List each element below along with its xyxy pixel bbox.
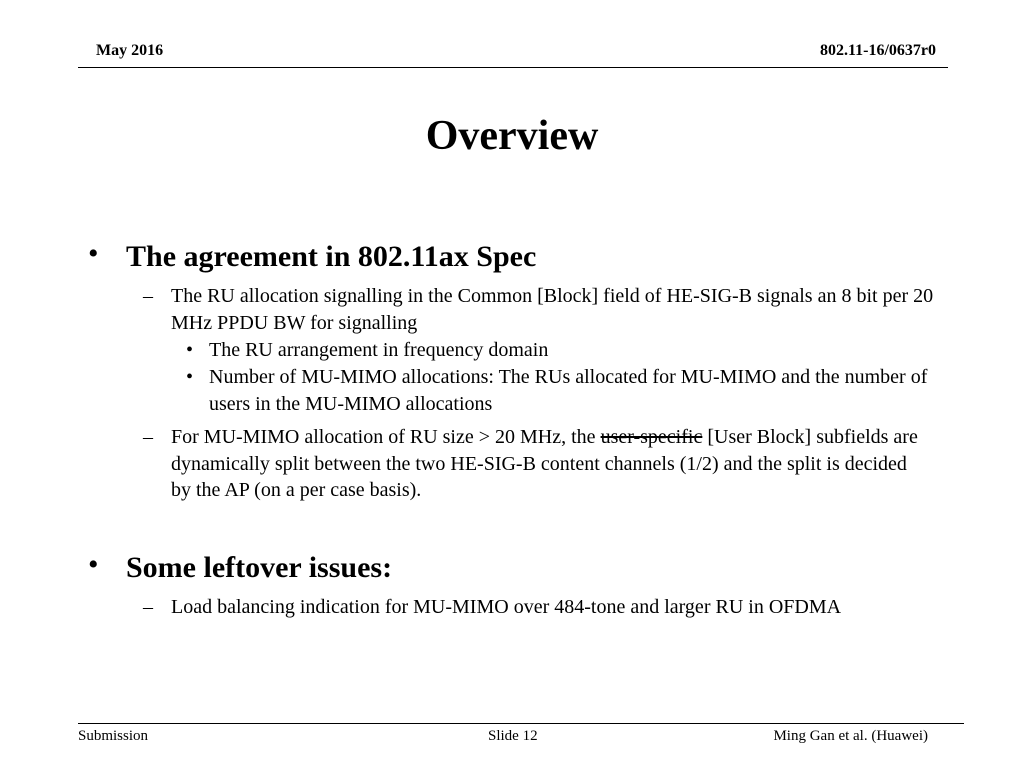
bullet-marker: • — [88, 237, 99, 270]
bullet-agreement-heading: The agreement in 802.11ax Spec — [126, 240, 537, 273]
dash-marker: – — [143, 285, 153, 307]
header-document-id: 802.11-16/0637r0 — [820, 42, 936, 59]
bullet-leftover — [88, 548, 393, 585]
sub-bullet-load-balancing-text: Load balancing indication for MU-MIMO over 484-tone and larger RU in OFDMA — [171, 596, 842, 618]
sub-sub-bullet-ru-arrangement-text: The RU arrangement in frequency domain — [209, 339, 549, 361]
bullet-marker: • — [88, 548, 99, 581]
sub-bullet-ru-allocation-text: The RU allocation signalling in the Common [Block] field of HE-SIG-B signals an 8 bit per 20 MHz PPDU BW for signalling — [171, 285, 934, 334]
sub-sub-bullet-mu-mimo-allocations — [186, 364, 934, 417]
dash-marker: – — [143, 426, 153, 448]
sub-sub-bullet-ru-arrangement — [186, 337, 949, 364]
bullet-leftover-heading: Some leftover issues: — [126, 551, 393, 584]
sub-sub-bullet-mu-mimo-allocations-text: Number of MU-MIMO allocations: The RUs allocated for MU-MIMO and the number of users in the MU-MIMO allocations — [209, 366, 928, 415]
footer-slide-number: Slide 12 — [488, 728, 538, 744]
bullet-agreement — [88, 237, 537, 274]
footer-divider — [78, 723, 964, 724]
sub-bullet-load-balancing — [143, 594, 971, 621]
footer-submission: Submission — [78, 728, 149, 744]
header-date: May 2016 — [96, 42, 164, 59]
sub-bullet-ru-allocation — [143, 283, 941, 336]
slide-title: Overview — [425, 113, 599, 159]
sub-bullet-mu-mimo-split-text-before: For MU-MIMO allocation of RU size > 20 MHz, the — [171, 426, 601, 448]
bullet-marker: • — [186, 366, 194, 388]
dash-marker: – — [143, 596, 153, 618]
bullet-marker: • — [186, 339, 194, 361]
struck-text-user-specific: user-specific — [600, 426, 703, 448]
footer-author: Ming Gan et al. (Huawei) — [773, 728, 928, 744]
sub-bullet-mu-mimo-split-text-after: [User Block] subfields are dynamically split between the two HE-SIG-B content channels (1/2) and the split is decided by the AP (on a per case basis). — [171, 426, 918, 501]
sub-bullet-mu-mimo-split — [143, 424, 931, 504]
